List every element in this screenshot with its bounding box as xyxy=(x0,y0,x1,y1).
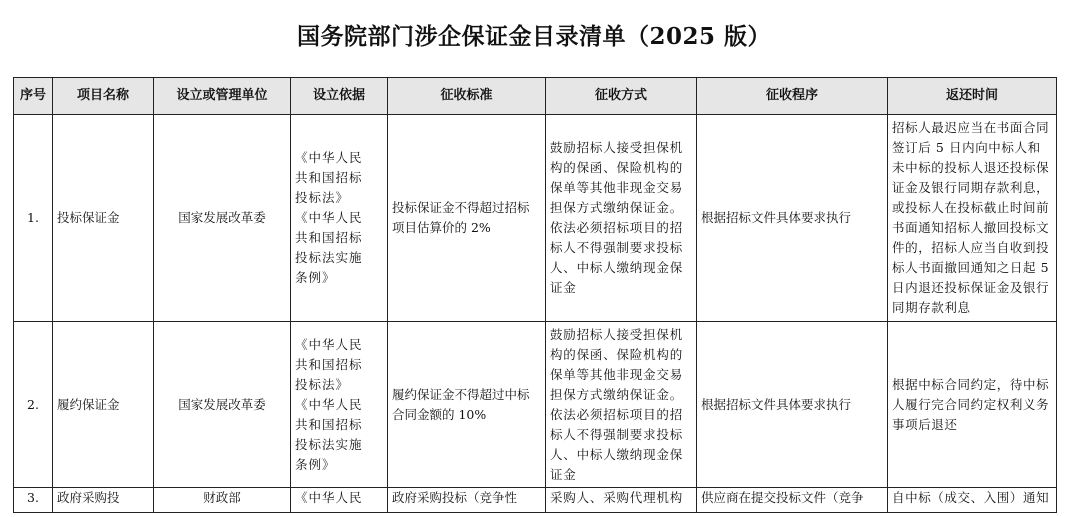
row-collection-procedure: 供应商在提交投标文件（竞争 xyxy=(697,488,888,513)
basis-line: 《中华人民 xyxy=(295,150,363,165)
row-collection-standard: 履约保证金不得超过中标合同金额的 10% xyxy=(388,322,546,488)
row-item-name: 政府采购投 xyxy=(53,488,154,513)
basis-line: 投标法》 xyxy=(295,190,350,205)
basis-line: 《中华人民 xyxy=(295,210,363,225)
row-collection-method: 鼓励招标人接受担保机构的保函、保险机构的保单等其他非现金交易担保方式缴纳保证金。依法必须招标项目的招标人不得强制要求投标人、中标人缴纳现金保证金 xyxy=(546,322,697,488)
header-managing-unit: 设立或管理单位 xyxy=(154,78,291,115)
basis-line: 投标法实施 xyxy=(295,250,363,265)
basis-line: 《中华人民 xyxy=(295,396,363,412)
header-collection-standard: 征收标准 xyxy=(388,78,546,115)
header-return-time: 返还时间 xyxy=(888,78,1057,115)
row-return-time: 招标人最迟应当在书面合同签订后 5 日内向中标人和未中标的投标人退还投标保证金及银行同期存款利息，或投标人在投标截止时间前书面通知招标人撤回投标文件的，招标人应当自收到投标人书面撤回通知之日起 5 日内退还投标保证金及银行同期存款利息 xyxy=(888,115,1057,322)
header-collection-method: 征收方式 xyxy=(546,78,697,115)
header-collection-procedure: 征收程序 xyxy=(697,78,888,115)
row-serial-number: 3. xyxy=(14,488,53,513)
row-item-name: 投标保证金 xyxy=(53,115,154,322)
row-serial-number: 2. xyxy=(14,322,53,488)
document-title: 国务院部门涉企保证金目录清单（2025 版） xyxy=(296,23,772,50)
row-collection-standard: 投标保证金不得超过招标项目估算价的 2% xyxy=(388,115,546,322)
row-managing-unit: 国家发展改革委 xyxy=(154,322,291,488)
row-return-time: 自中标（成交、入围）通知 xyxy=(888,488,1057,513)
row-legal-basis xyxy=(291,322,388,488)
header-legal-basis: 设立依据 xyxy=(291,78,388,115)
table-header-row xyxy=(14,78,1057,115)
basis-line: 条例》 xyxy=(295,456,336,472)
row-managing-unit: 国家发展改革委 xyxy=(154,115,291,322)
row-item-name: 履约保证金 xyxy=(53,322,154,488)
row-legal-basis xyxy=(291,488,388,513)
basis-line: 共和国招标 xyxy=(295,170,363,185)
basis-line: 条例》 xyxy=(295,270,336,285)
header-serial-number: 序号 xyxy=(14,78,53,115)
row-collection-standard: 政府采购投标（竞争性 xyxy=(388,488,546,513)
row-collection-procedure: 根据招标文件具体要求执行 xyxy=(697,115,888,322)
deposit-list-table xyxy=(13,77,1057,513)
row-legal-basis xyxy=(291,115,388,322)
basis-line: 共和国招标 xyxy=(295,416,363,432)
basis-line: 《中华人民 xyxy=(295,490,363,505)
row-serial-number: 1. xyxy=(14,115,53,322)
basis-line: 《中华人民 xyxy=(295,336,363,352)
row-collection-method: 采购人、采购代理机构 xyxy=(546,488,697,513)
row-return-time: 根据中标合同约定，待中标人履行完合同约定权利义务事项后退还 xyxy=(888,322,1057,488)
basis-line: 投标法实施 xyxy=(295,436,363,452)
table-row xyxy=(14,115,1057,322)
table-row xyxy=(14,322,1057,488)
table-row xyxy=(14,488,1057,513)
header-item-name: 项目名称 xyxy=(53,78,154,115)
basis-line: 共和国招标 xyxy=(295,230,363,245)
row-collection-method: 鼓励招标人接受担保机构的保函、保险机构的保单等其他非现金交易担保方式缴纳保证金。依法必须招标项目的招标人不得强制要求投标人、中标人缴纳现金保证金 xyxy=(546,115,697,322)
basis-line: 投标法》 xyxy=(295,376,350,392)
row-collection-procedure: 根据招标文件具体要求执行 xyxy=(697,322,888,488)
row-managing-unit: 财政部 xyxy=(154,488,291,513)
basis-line: 共和国招标 xyxy=(295,356,363,372)
